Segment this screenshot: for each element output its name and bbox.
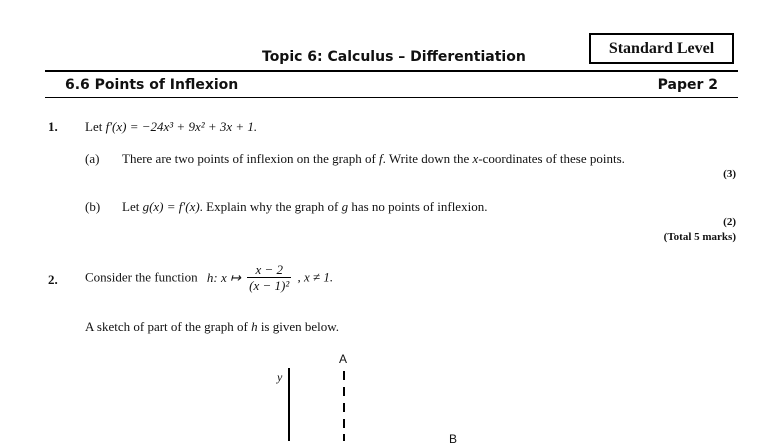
y-axis-label: y: [277, 370, 283, 384]
q2-stem-text: Consider the function: [85, 269, 198, 285]
q1a-f: f: [379, 151, 383, 166]
asymptote-label-a: A: [339, 352, 348, 366]
q2-func-name: h: x ↦: [206, 269, 241, 285]
header-rule-bottom: [45, 97, 738, 98]
asymptote-dash: [343, 371, 345, 380]
asymptote-dash: [343, 387, 345, 396]
q1b-marks: (2): [723, 216, 736, 228]
question-1-stem: [85, 119, 257, 135]
q1b-label: (b): [85, 199, 101, 214]
section-title: 6.6 Points of Inflexion: [65, 77, 239, 93]
asymptote-dash: [343, 403, 345, 412]
q1-stem-function: f′(x) = −24x³ + 9x² + 3x + 1.: [105, 119, 258, 134]
q2-sketch-h: h: [251, 319, 258, 334]
q2-denominator: (x − 1)²: [249, 278, 290, 293]
q1a-x: x: [472, 151, 479, 166]
q1b-text-1: Let: [122, 199, 143, 214]
q1-total-marks: (Total 5 marks): [663, 231, 736, 243]
q2-numerator: x − 2: [247, 262, 291, 278]
q1a-label: (a): [85, 151, 100, 166]
asymptote-dash: [343, 419, 345, 428]
q1a-text-1: There are two points of inflexion on the graph of: [122, 151, 380, 166]
q2-condition: , x ≠ 1.: [297, 269, 334, 285]
y-axis-line: [288, 368, 290, 441]
q1b-g: g: [341, 199, 349, 214]
q1a-text-2: . Write down the: [382, 151, 473, 166]
level-box: Standard Level: [589, 33, 734, 64]
q2-fraction: [247, 262, 291, 293]
q2-sketch-intro: [85, 319, 339, 335]
q1a-text: [122, 151, 625, 167]
q2-sketch-2: is given below.: [257, 319, 340, 334]
header-rule-top: [45, 70, 738, 72]
paper-label: Paper 2: [657, 77, 718, 93]
asymptote-dash: [343, 434, 345, 441]
q1b-text: [122, 199, 487, 215]
topic-title: Topic 6: Calculus – Differentiation: [262, 49, 526, 65]
q1a-marks: (3): [723, 168, 736, 180]
q1b-expr: g(x) = f′(x): [142, 199, 200, 214]
q2-sketch-1: A sketch of part of the graph of: [85, 319, 252, 334]
question-2-number: 2.: [48, 272, 58, 287]
q1a-text-3: -coordinates of these points.: [478, 151, 625, 166]
point-label-b: B: [449, 432, 458, 446]
q1b-text-3: has no points of inflexion.: [348, 199, 488, 214]
q1b-text-2: . Explain why the graph of: [199, 199, 342, 214]
q1-stem-prefix: Let: [85, 119, 106, 134]
question-1-number: 1.: [48, 119, 58, 134]
question-2-stem: [85, 262, 333, 293]
